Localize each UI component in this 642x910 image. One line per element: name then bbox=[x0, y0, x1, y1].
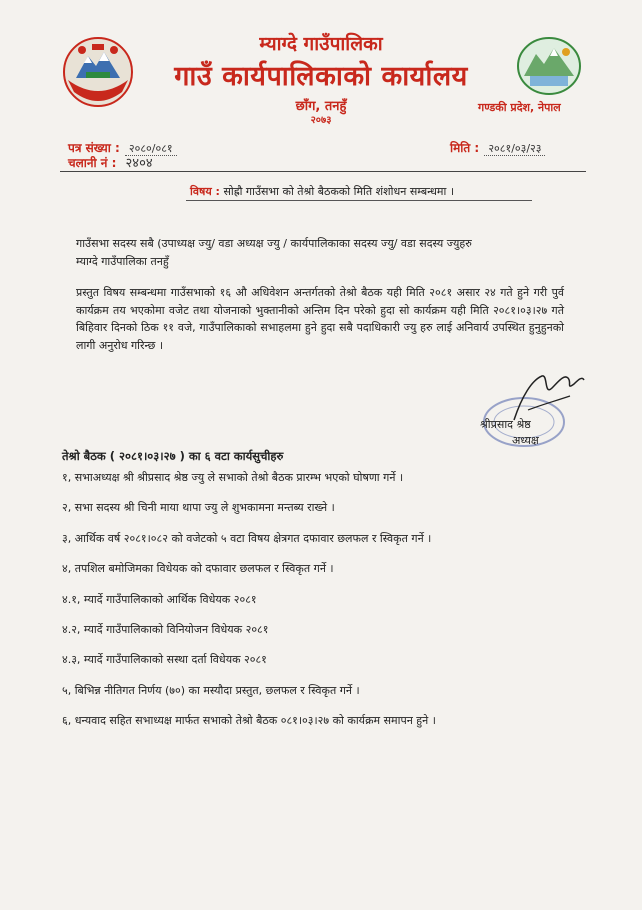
subject-label: विषय : bbox=[190, 185, 220, 198]
dispatch-number-row bbox=[68, 152, 157, 171]
header-divider bbox=[60, 171, 586, 172]
letter-number-label: पत्र संख्या : bbox=[68, 141, 120, 155]
agenda-title: तेश्रो बैठक ( २०८१।०३।२७ ) का ६ वटा कार्यसुचीहरु bbox=[62, 449, 284, 463]
subject-underline bbox=[186, 200, 532, 201]
agenda-item: ४, तपशिल बमोजिमका विधेयक को दफावार छलफल र स्विकृत गर्ने । bbox=[62, 562, 334, 575]
subject-row bbox=[190, 184, 454, 199]
agenda-item: ४.३, म्यार्दे गाउँपालिकाको सस्था दर्ता विधेयक २०८१ bbox=[62, 653, 267, 666]
municipality-name: म्याग्दे गाउँपालिका bbox=[259, 33, 383, 55]
date-label: मिति : bbox=[450, 141, 480, 155]
established-year: २०७३ bbox=[310, 115, 332, 126]
dispatch-number-value: २४०४ bbox=[122, 156, 157, 172]
office-title: गाउँ कार्यपालिकाको कार्यालय bbox=[174, 61, 468, 92]
addressee-block bbox=[76, 235, 536, 271]
agenda-item: ४.२, म्यार्दे गाउँपालिकाको विनियोजन विधेयक २०८१ bbox=[62, 623, 269, 636]
agenda-item: २, सभा सदस्य श्री चिनी माया थापा ज्यु ले शुभकामना मन्तब्य राख्ने । bbox=[62, 501, 335, 514]
district-name: छाँग, तनहुँ bbox=[295, 99, 347, 114]
province-name: गण्डकी प्रदेश, नेपाल bbox=[478, 101, 561, 114]
agenda-item: १, सभाअध्यक्ष श्री श्रीप्रसाद श्रेष्ठ ज्यु ले सभाको तेश्रो बैठक प्रारम्भ भएको घोषणा गर्ने । bbox=[62, 471, 404, 484]
letter-body: प्रस्तुत विषय सम्बन्धमा गाउँसभाको १६ औ अधिवेशन अन्तर्गतको तेश्रो बैठक यही मिति २०८१ असार २४ गते हुने गरी पुर्व कार्यक्रम तय भएकोमा वजेट तथा योजनाको भुक्तानीको अन्तिम दिन परेको हुदा सो कार्यक्रम यही मिति २०८१।०३।२७ गते बिहिवार दिनको ठिक ११ वजे, गाउँपालिकाको सभाहलमा हुने हुदा सबै पदाधिकारी ज्यु हरु लाई अनिवार्य उपस्थित हुनुहुनको लागी अनुरोध गरिन्छ । bbox=[76, 286, 564, 352]
subject-text: सोह्रौ गाउँसभा को तेश्रो बैठकको मिति शंशोधन सम्बन्धमा । bbox=[223, 185, 455, 198]
agenda-item: ६, धन्यवाद सहित सभाध्यक्ष मार्फत सभाको तेश्रो बैठक ०८१।०३।२७ को कार्यक्रम समापन हुने । bbox=[62, 714, 436, 727]
addressee-line-1: गाउँसभा सदस्य सबै (उपाध्यक्ष ज्यु/ वडा अध्यक्ष ज्यु / कार्यपालिकाका सदस्य ज्यु/ वडा सदस्य ज्युहरु bbox=[76, 237, 472, 250]
letter-number-value: २०८०/०८१ bbox=[125, 142, 177, 156]
date-value: २०८१/०३/२३ bbox=[484, 142, 545, 156]
agenda-item: ४.१, म्यार्दे गाउँपालिकाको आर्थिक विधेयक २०८१ bbox=[62, 593, 257, 606]
dispatch-number-label: चलानी नं : bbox=[68, 156, 117, 170]
signer-name: श्रीप्रसाद श्रेष्ठ bbox=[480, 418, 531, 431]
signer-title: अध्यक्ष bbox=[512, 434, 539, 447]
addressee-line-2: म्याग्दे गाउँपालिका तनहुँ bbox=[76, 255, 169, 268]
date-row bbox=[450, 137, 545, 156]
agenda-item: ५, बिभिन्न नीतिगत निर्णय (७०) का मस्यौदा प्रस्तुत, छलफल र स्विकृत गर्ने । bbox=[62, 684, 360, 697]
agenda-item: ३, आर्थिक वर्ष २०८१।०८२ को वजेटको ५ वटा विषय क्षेत्रगत दफावार छलफल र स्विकृत गर्ने । bbox=[62, 532, 432, 545]
